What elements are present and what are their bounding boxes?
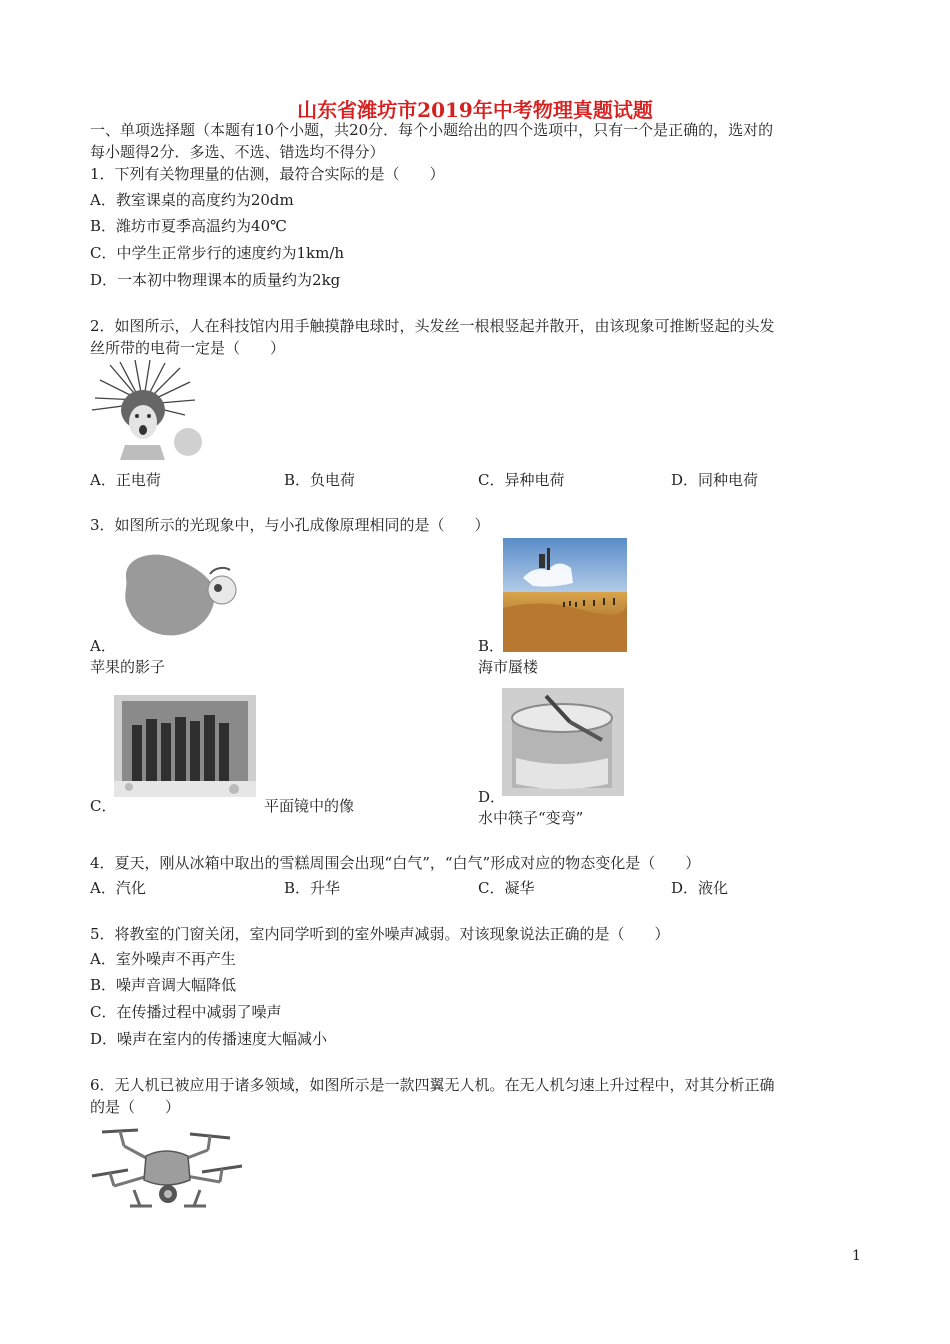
chopsticks-in-water-image (502, 688, 624, 796)
q3-stem: 3．如图所示的光现象中，与小孔成像原理相同的是（ ） (90, 516, 490, 534)
page-title: 山东省潍坊市2019年中考物理真题试题 (297, 98, 653, 122)
q6-stem-line2: 的是（ ） (90, 1098, 181, 1116)
q2-option-d: D．同种电荷 (671, 471, 759, 489)
q3-option-c-caption: 平面镜中的像 (264, 797, 355, 815)
q1-option-b: B．潍坊市夏季高温约为40℃ (90, 217, 287, 235)
q4-option-d: D．液化 (671, 879, 729, 897)
q2-option-c: C．异种电荷 (478, 471, 565, 489)
section-instructions-line1: 一、单项选择题（本题有10个小题，共20分．每个小题给出的四个选项中，只有一个是正确的，选对的 (90, 121, 774, 139)
q2-stem-line1: 2．如图所示，人在科技馆内用手触摸静电球时，头发丝一根根竖起并散开，由该现象可推断竖起的头发 (90, 317, 775, 335)
q1-stem: 1．下列有关物理量的估测，最符合实际的是（ ） (90, 165, 445, 183)
apple-shadow-image (114, 548, 240, 640)
plane-mirror-reflection-image (114, 695, 256, 797)
q3-option-b-letter: B． (478, 637, 505, 655)
q5-option-d: D．噪声在室内的传播速度大幅减小 (90, 1030, 328, 1048)
q5-option-b: B．噪声音调大幅降低 (90, 976, 237, 994)
q3-option-a-caption: 苹果的影子 (90, 658, 166, 676)
q4-option-a: A．汽化 (90, 879, 146, 897)
section-instructions-line2: 每小题得2分．多选、不选、错选均不得分） (90, 143, 385, 161)
q3-option-a-letter: A． (90, 637, 116, 655)
q3-option-b-caption: 海市蜃楼 (478, 658, 539, 676)
q1-option-c: C．中学生正常步行的速度约为1km/h (90, 244, 345, 262)
quadcopter-drone-image (90, 1120, 245, 1222)
q3-option-c-letter: C． (90, 797, 117, 815)
q5-option-c: C．在传播过程中减弱了噪声 (90, 1003, 282, 1021)
q5-option-a: A．室外噪声不再产生 (90, 950, 236, 968)
q4-stem: 4．夏天，刚从冰箱中取出的雪糕周围会出现“白气”，“白气”形成对应的物态变化是（ ） (90, 854, 701, 872)
q1-option-d: D．一本初中物理课本的质量约为2kg (90, 271, 341, 289)
q5-stem: 5．将教室的门窗关闭，室内同学听到的室外噪声减弱。对该现象说法正确的是（ ） (90, 925, 670, 943)
q2-stem-line2: 丝所带的电荷一定是（ ） (90, 339, 286, 357)
q3-option-d-letter: D． (478, 788, 506, 806)
q3-option-d-caption: 水中筷子“变弯” (478, 809, 584, 827)
q2-option-a: A．正电荷 (90, 471, 161, 489)
static-electricity-hair-image (90, 360, 208, 460)
page-number: 1 (852, 1248, 861, 1264)
q6-stem-line1: 6．无人机已被应用于诸多领域，如图所示是一款四翼无人机。在无人机匀速上升过程中，对其分析正确 (90, 1076, 775, 1094)
q4-option-c: C．凝华 (478, 879, 535, 897)
q4-option-b: B．升华 (284, 879, 341, 897)
mirage-image (503, 538, 627, 652)
q1-option-a: A．教室课桌的高度约为20dm (90, 191, 294, 209)
q2-option-b: B．负电荷 (284, 471, 356, 489)
